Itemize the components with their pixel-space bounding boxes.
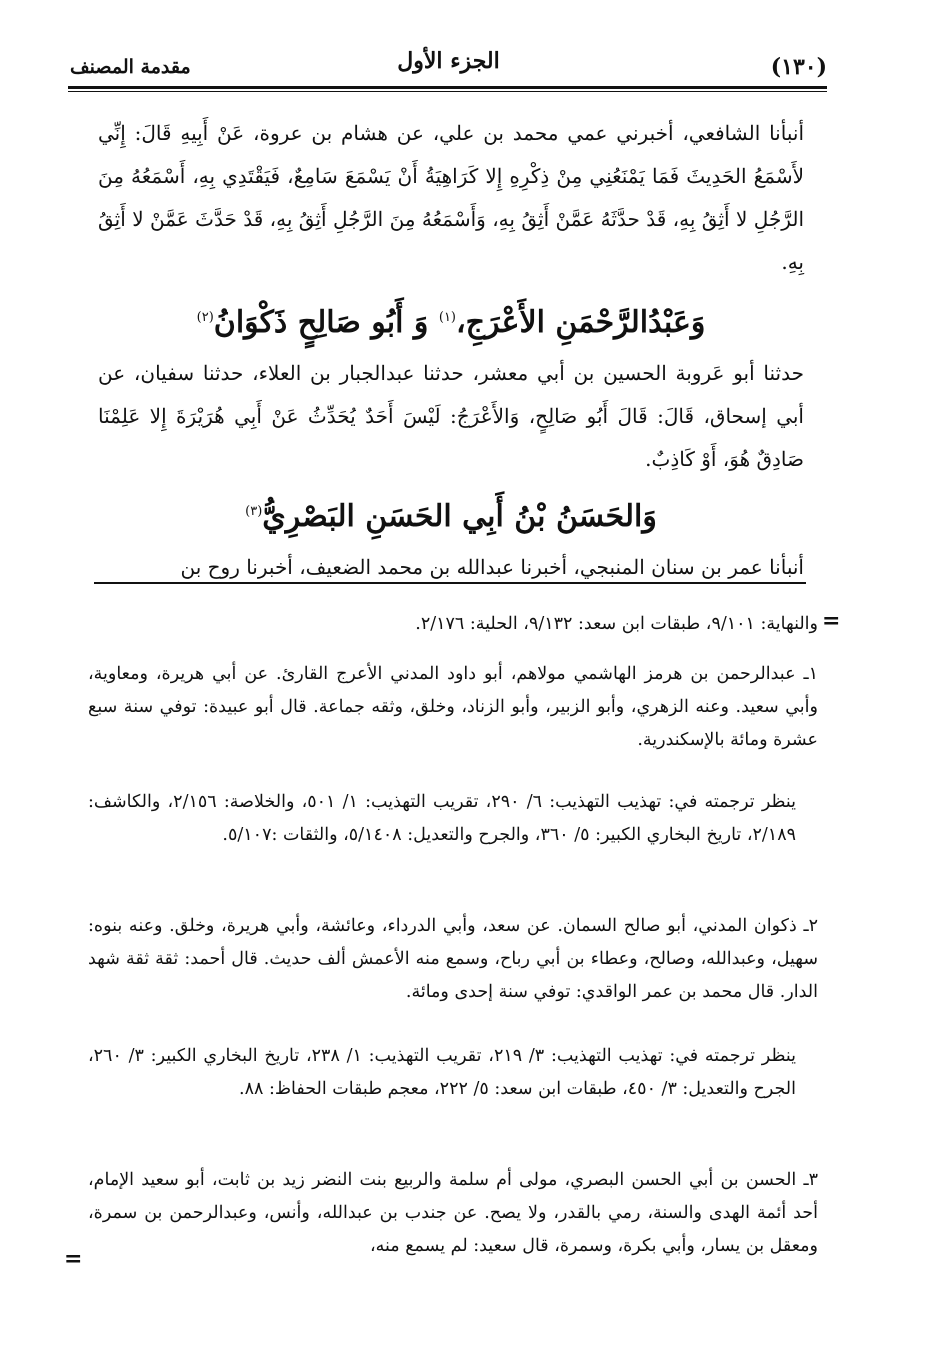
paragraph-text: أنبأنا الشافعي، أخبرني عمي محمد بن علي، عن هشام بن عروة، عَنْ أَبِيهِ قَالَ: إِنِّي لأَسْمَعُ الحَدِيثَ فَمَا يَمْنَعُنِي مِنْ ذِكْرِهِ إِلا كَرَاهِيَةُ أَنْ يَسْمَعَ سَامِعٌ، فَيَقْتَدِي بِهِ، أَسْمَعُهُ مِنَ الرَّجُلِ لا أَثِقُ بِهِ، قَدْ حدَّثَهُ عَمَّنْ أَثِقُ بِهِ، وَأَسْمَعُهُ مِنَ الرَّجُلِ أَثِقُ بِهِ، قَدْ حَدَّثَ عَمَّنْ لا أَثِقُ بِهِ. bbox=[98, 121, 804, 274]
main-paragraph-1 bbox=[98, 112, 804, 284]
footnote-ref-1: (١) bbox=[438, 310, 456, 325]
continue-mark-top: = bbox=[822, 608, 841, 634]
section-heading-2 bbox=[98, 490, 804, 539]
heading-part-2: وَ أَبُو صَالِحٍ ذَكْوَانُ bbox=[213, 305, 439, 340]
footnote-ref-2: (٢) bbox=[196, 310, 214, 325]
footnote-1-references: ينظر ترجمته في: تهذيب التهذيب: ٦/ ٢٩٠، تقريب التهذيب: ١/ ٥٠١، والخلاصة: ٢/١٥٦، والكاشف: ٢/١٨٩، تاريخ البخاري الكبير: ٥/ ٣٦٠، والجرح والتعديل: ٥/١٤٠٨، والثقات :٥/١٠٧. bbox=[88, 792, 796, 845]
main-paragraph-2 bbox=[98, 352, 804, 481]
footnote-2-references: ينظر ترجمته في: تهذيب التهذيب: ٣/ ٢١٩، تقريب التهذيب: ١/ ٢٣٨، تاريخ البخاري الكبير: ٣/ ٢٦٠، الجرح والتعديل: ٣/ ٤٥٠، طبقات ابن سعد: ٥/ ٢٢٢، معجم طبقات الحفاظ: ٨٨. bbox=[88, 1046, 796, 1099]
heading-part-1: وَعَبْدُالرَّحْمَنِ الأَعْرَجِ، bbox=[456, 305, 706, 340]
footnote-continuation: والنهاية: ٩/١٠١، طبقات ابن سعد: ٩/١٣٢، الحلية: ٢/١٧٦. bbox=[415, 614, 818, 634]
footnote-3: ٣ـ الحسن بن أبي الحسن البصري، مولى أم سلمة والربيع بنت النضر زيد بن ثابت، أبو سعيد الإمام، أحد أئمة الهدى والسنة، رمي بالقدر، ولا يصح. عن جندب بن عبدالله، وأنس، وعبدالرحمن بن سمرة، ومعقل بن يسار، وأبي بكرة، وسمرة، قال سعيد: لم يسمع منه، bbox=[88, 1170, 818, 1256]
continue-mark-bottom: = bbox=[64, 1246, 83, 1272]
page-number: (١٣٠) bbox=[770, 54, 827, 80]
paragraph-text: حدثنا أبو عَروبة الحسين بن أبي معشر، حدثنا عبدالجبار بن العلاء، حدثنا سفيان، عن أبي إسحاق، قَالَ: قَالَ أَبُو صَالِحٍ، وَالأَعْرَجُ: لَيْسَ أَحَدٌ يُحَدِّثُ عَنْ أَبِي هُرَيْرَةَ إِلا عَلِمْنَا صَادِقٌ هُوَ، أَوْ كَاذِبٌ. bbox=[98, 361, 804, 471]
footnote-1: ١ـ عبدالرحمن بن هرمز الهاشمي مولاهم، أبو داود المدني الأعرج القارئ. عن أبي هريرة، ومعاوية، وأبي سعيد. وعنه الزهري، وأبو الزبير، وأبو الزناد، وخلق، وثقه جماعة. قال أبو عبيدة: توفي سنة سبع عشرة ومائة بالإسكندرية. bbox=[88, 664, 818, 750]
page-header bbox=[70, 46, 827, 86]
header-rule-thin bbox=[68, 91, 827, 92]
volume-title: الجزء الأول bbox=[397, 48, 500, 74]
paragraph-text: أنبأنا عمر بن سنان المنبجي، أخبرنا عبدالله بن محمد الضعيف، أخبرنا روح بن bbox=[180, 555, 804, 579]
footnote-ref-3: (٣) bbox=[245, 504, 263, 519]
section-heading-1 bbox=[98, 296, 804, 345]
footnote-2: ٢ـ ذكوان المدني، أبو صالح السمان. عن سعد، وأبي الدرداء، وعائشة، وأبي هريرة، وخلق. وعنه بنوه: سهيل، وعبدالله، وصالح، وعطاء بن أبي رباح، وسمع منه الأعمش ألف حديث. قال أحمد: ثقة ثقة شهد الدار. قال محمد بن عمر الواقدي: توفي سنة إحدى ومائة. bbox=[88, 916, 818, 1002]
book-section-title: مقدمة المصنف bbox=[70, 56, 191, 78]
footnote-separator bbox=[94, 582, 806, 584]
header-rule bbox=[68, 86, 827, 89]
heading-text: وَالحَسَنُ بْنُ أَبِي الحَسَنِ البَصْرِيُّ bbox=[262, 499, 657, 534]
